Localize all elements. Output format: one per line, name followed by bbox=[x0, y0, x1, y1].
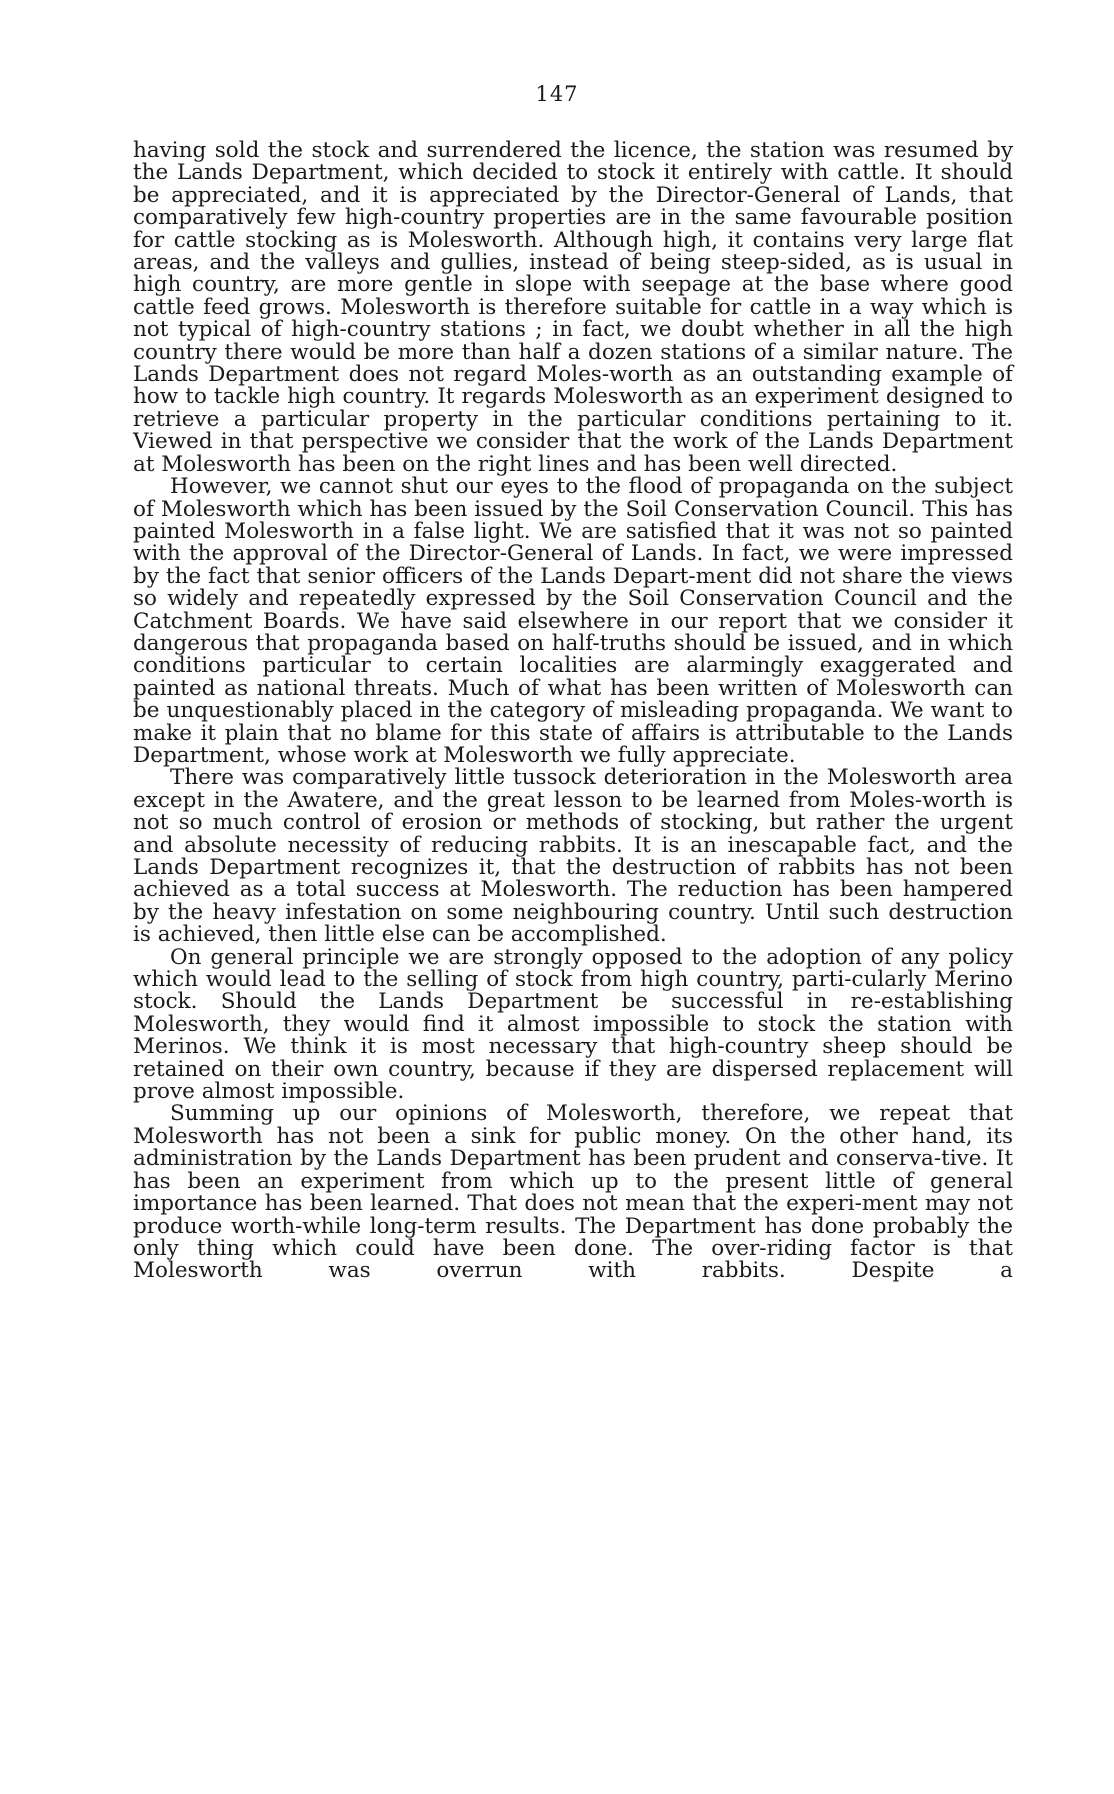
paragraph-merino-stock: On general principle we are strongly opposed to the adoption of any policy which would lead to the selling of stock from high country, parti-cularly Merino stock. Should the Lands Department be successful in re-establishing Molesworth, they would find it almost impossible to stock the station with Merinos. We think it is most necessary that high-country sheep should be retained on their own country, because if they are dispersed replacement will prove almost impossible. bbox=[133, 944, 1013, 1105]
paragraph-rabbits: There was comparatively little tussock deterioration in the Molesworth area except in the Awatere, and the great lesson to be learned from Moles-worth is not so much control of erosion or methods of stocking, but rather the urgent and absolute necessity of reducing rabbits. It is an inescapable fact, and the Lands Department recognizes it, that the destruction of rabbits has not been achieved as a total success at Molesworth. The reduction has been hampered by the heavy infestation on some neighbouring country. Until such destruction is achieved, then little else can be accomplished. bbox=[133, 765, 1013, 948]
paragraph-propaganda: However, we cannot shut our eyes to the flood of propaganda on the subject of Molesworth which has been issued by the Soil Conservation Council. This has painted Molesworth in a false light. We are satisfied that it was not so painted with the approval of the Director-General of Lands. In fact, we were impressed by the fact that senior officers of the Lands Depart-ment did not share the views so widely and repeatedly expressed by the Soil Conservation Council and the Catchment Boards. We have said elsewhere in our report that we consider it dangerous that propaganda based on half-truths should be issued, and in which conditions particular to certain localities are alarmingly exaggerated and painted as national threats. Much of what has been written of Molesworth can be unquestionably placed in the category of misleading propaganda. We want to make it plain that no blame for this state of affairs is attributable to the Lands Department, whose work at Molesworth we fully appreciate. bbox=[133, 474, 1013, 768]
page-number: 147 bbox=[535, 82, 579, 106]
paragraph-summary: Summing up our opinions of Molesworth, therefore, we repeat that Molesworth has not been a sink for public money. On the other hand, its administration by the Lands Department has been prudent and conserva-tive. It has been an experiment from which up to the present little of general importance has been learned. That does not mean that the experi-ment may not produce worth-while long-term results. The Department has done probably the only thing which could have been done. The over-riding factor is that Molesworth was overrun with rabbits. Despite a bbox=[133, 1101, 1013, 1284]
body-text bbox=[133, 140, 1013, 1283]
paragraph-continued: having sold the stock and surrendered the licence, the station was resumed by the Lands Department, which decided to stock it entirely with cattle. It should be appreciated, and it is appreciated by the Director-General of Lands, that comparatively few high-country properties are in the same favourable position for cattle stocking as is Molesworth. Although high, it contains very large flat areas, and the valleys and gullies, instead of being steep-sided, as is usual in high country, are more gentle in slope with seepage at the base where good cattle feed grows. Molesworth is therefore suitable for cattle in a way which is not typical of high-country stations ; in fact, we doubt whether in all the high country there would be more than half a dozen stations of a similar nature. The Lands Department does not regard Moles-worth as an outstanding example of how to tackle high country. It regards Molesworth as an experiment designed to retrieve a particular property in the particular conditions pertaining to it. Viewed in that perspective we consider that the work of the Lands Department at Molesworth has been on the right lines and has been well directed. bbox=[133, 138, 1013, 477]
